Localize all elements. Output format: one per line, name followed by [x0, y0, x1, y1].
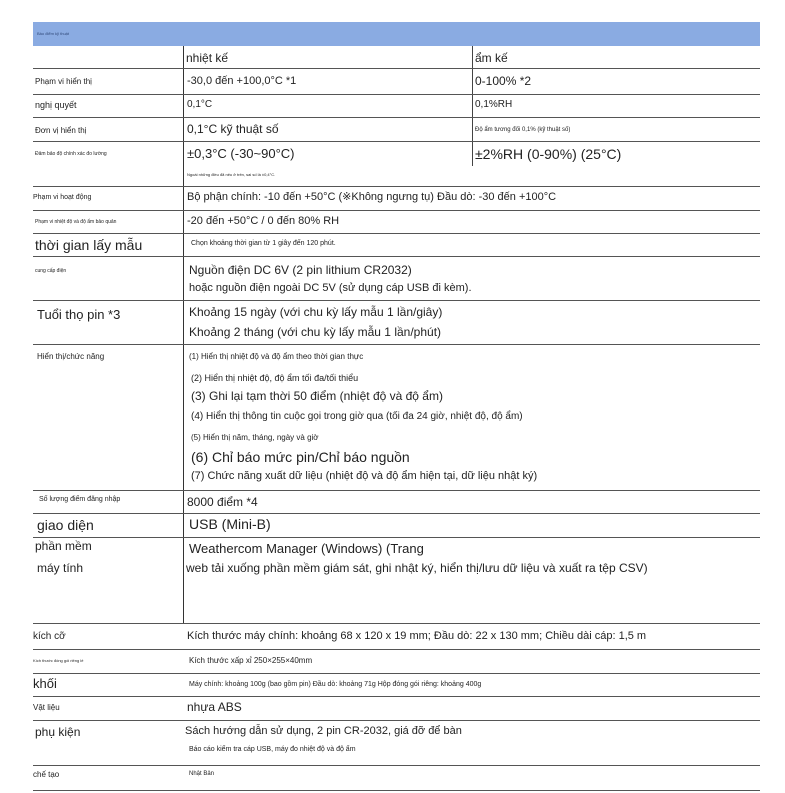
- row-label-display-range: Phạm vi hiển thị: [35, 77, 92, 86]
- row-divider: [33, 68, 760, 69]
- row-divider: [33, 344, 760, 345]
- sampling-time-value: Chọn khoảng thời gian từ 1 giây đến 120 phút.: [191, 240, 336, 247]
- row-label-pc-software-2: máy tính: [37, 561, 84, 575]
- row-label-resolution: nghị quyết: [35, 100, 77, 110]
- resolution-thermo: 0,1°C: [187, 99, 213, 110]
- function-item: (3) Ghi lại tạm thời 50 điểm (nhiệt độ và độ ẩm): [191, 389, 443, 403]
- accuracy-thermo-note: Ngoài những điều đã nêu ở trên, sai số là ±0,4°C.: [187, 172, 276, 177]
- size-value: Kích thước máy chính: khoảng 68 x 120 x 19 mm; Đầu dò: 22 x 130 mm; Chiều dài cáp: 1,5 m: [187, 630, 647, 642]
- accuracy-hygro: ±2%RH (0-90%) (25°C): [475, 146, 622, 162]
- display-unit-thermo: 0,1°C kỹ thuật số: [187, 122, 279, 136]
- row-label-package-size: Kích thước đóng gói riêng lẻ: [33, 658, 84, 663]
- package-size-value: Kích thước xấp xỉ 250×255×40mm: [189, 656, 313, 665]
- battery-life-line2: Khoảng 2 tháng (với chu kỳ lấy mẫu 1 lần/phút): [189, 325, 442, 339]
- row-label-accuracy: Đảm bảo độ chính xác đo lường: [35, 151, 107, 157]
- display-unit-hygro: Độ ẩm tương đối 0,1% (kỹ thuật số): [475, 127, 571, 133]
- row-divider: [33, 300, 760, 301]
- row-divider: [33, 649, 760, 650]
- row-divider: [33, 623, 760, 624]
- accessories-line2: Báo cáo kiểm tra cáp USB, máy đo nhiệt độ và độ ẩm: [189, 746, 356, 753]
- row-divider: [33, 186, 760, 187]
- accuracy-thermo: ±0,3°C (-30~90°C): [187, 146, 295, 161]
- row-divider: [33, 94, 760, 95]
- function-item: (5) Hiển thị năm, tháng, ngày và giờ: [191, 433, 319, 442]
- display-range-hygro: 0-100% *2: [475, 74, 532, 88]
- column-header-thermometer: nhiệt kế: [186, 51, 229, 65]
- pc-software-line1: Weathercom Manager (Windows) (Trang: [189, 541, 424, 556]
- row-label-storage-range: Phạm vi nhiệt độ và độ ẩm bảo quản: [35, 219, 117, 225]
- function-item: (7) Chức năng xuất dữ liệu (nhiệt độ và độ ẩm hiện tại, dữ liệu nhật ký): [191, 470, 538, 482]
- row-divider: [33, 117, 760, 118]
- row-divider: [33, 256, 760, 257]
- row-divider: [33, 513, 760, 514]
- row-label-sampling-time: thời gian lấy mẫu: [35, 237, 143, 253]
- function-item: (6) Chỉ báo mức pin/Chỉ báo nguồn: [191, 449, 410, 465]
- storage-range-value: -20 đến +50°C / 0 đến 80% RH: [187, 215, 340, 227]
- row-divider: [33, 790, 760, 791]
- column-divider-hygrometer: [472, 46, 473, 166]
- display-range-thermo: -30,0 đến +100,0°C *1: [187, 75, 297, 87]
- power-supply-line1: Nguồn điện DC 6V (2 pin lithium CR2032): [189, 263, 412, 277]
- row-label-functions: Hiển thị/chức năng: [37, 352, 105, 361]
- row-label-log-points: Số lượng điểm đăng nhập: [39, 496, 121, 503]
- row-label-power-supply: cung cấp điện: [35, 268, 67, 274]
- material-value: nhựa ABS: [187, 700, 242, 714]
- weight-value: Máy chính: khoảng 100g (bao gồm pin) Đầu dò: khoảng 71g Hộp đóng gói riêng: khoảng 400g: [189, 681, 482, 688]
- row-divider: [33, 210, 760, 211]
- interface-value: USB (Mini-B): [189, 516, 271, 532]
- row-divider: [33, 490, 760, 491]
- row-label-operating-range: Phạm vi hoạt động: [33, 194, 92, 201]
- battery-life-line1: Khoảng 15 ngày (với chu kỳ lấy mẫu 1 lần/giây): [189, 305, 443, 319]
- spec-header-title: Bảo điểm kỹ thuật: [37, 31, 70, 36]
- row-label-size: kích cỡ: [33, 631, 66, 642]
- row-label-manufacture: chế tạo: [33, 770, 60, 779]
- row-divider: [33, 720, 760, 721]
- row-label-material: Vật liệu: [33, 703, 60, 712]
- row-label-accessories: phụ kiện: [35, 725, 81, 739]
- column-header-hygrometer: ẩm kế: [475, 51, 508, 65]
- spec-header-bar: [33, 22, 760, 46]
- row-divider: [33, 696, 760, 697]
- function-item: (2) Hiển thị nhiệt độ, độ ẩm tối đa/tối thiểu: [191, 373, 359, 383]
- row-divider: [33, 141, 760, 142]
- row-label-pc-software-1: phần mềm: [35, 539, 92, 553]
- manufacture-value: Nhật Bản: [189, 771, 215, 777]
- row-label-weight: khối: [33, 676, 57, 691]
- resolution-hygro: 0,1%RH: [475, 99, 513, 110]
- row-divider: [33, 673, 760, 674]
- row-divider: [33, 233, 760, 234]
- log-points-value: 8000 điểm *4: [187, 495, 258, 509]
- row-divider: [33, 537, 760, 538]
- power-supply-line2: hoặc nguồn điện ngoài DC 5V (sử dụng cáp USB đi kèm).: [189, 282, 472, 294]
- operating-range-value: Bộ phận chính: -10 đến +50°C (※Không ngưng tụ) Đầu dò: -30 đến +100°C: [187, 191, 557, 203]
- row-label-interface: giao diện: [37, 517, 94, 533]
- function-item: (1) Hiển thị nhiệt độ và độ ẩm theo thời gian thực: [189, 352, 364, 361]
- accessories-line1: Sách hướng dẫn sử dụng, 2 pin CR-2032, giá đỡ để bàn: [185, 725, 462, 737]
- row-label-display-unit: Đơn vị hiển thị: [35, 126, 87, 135]
- row-divider: [33, 765, 760, 766]
- row-label-battery-life: Tuổi thọ pin *3: [37, 307, 121, 322]
- function-item: (4) Hiển thị thông tin cuộc gọi trong giờ qua (tối đa 24 giờ, nhiệt độ, độ ẩm): [191, 411, 523, 422]
- pc-software-line2: web tải xuống phần mềm giám sát, ghi nhật ký, hiển thị/lưu dữ liệu và xuất ra tệp CSV): [186, 561, 648, 575]
